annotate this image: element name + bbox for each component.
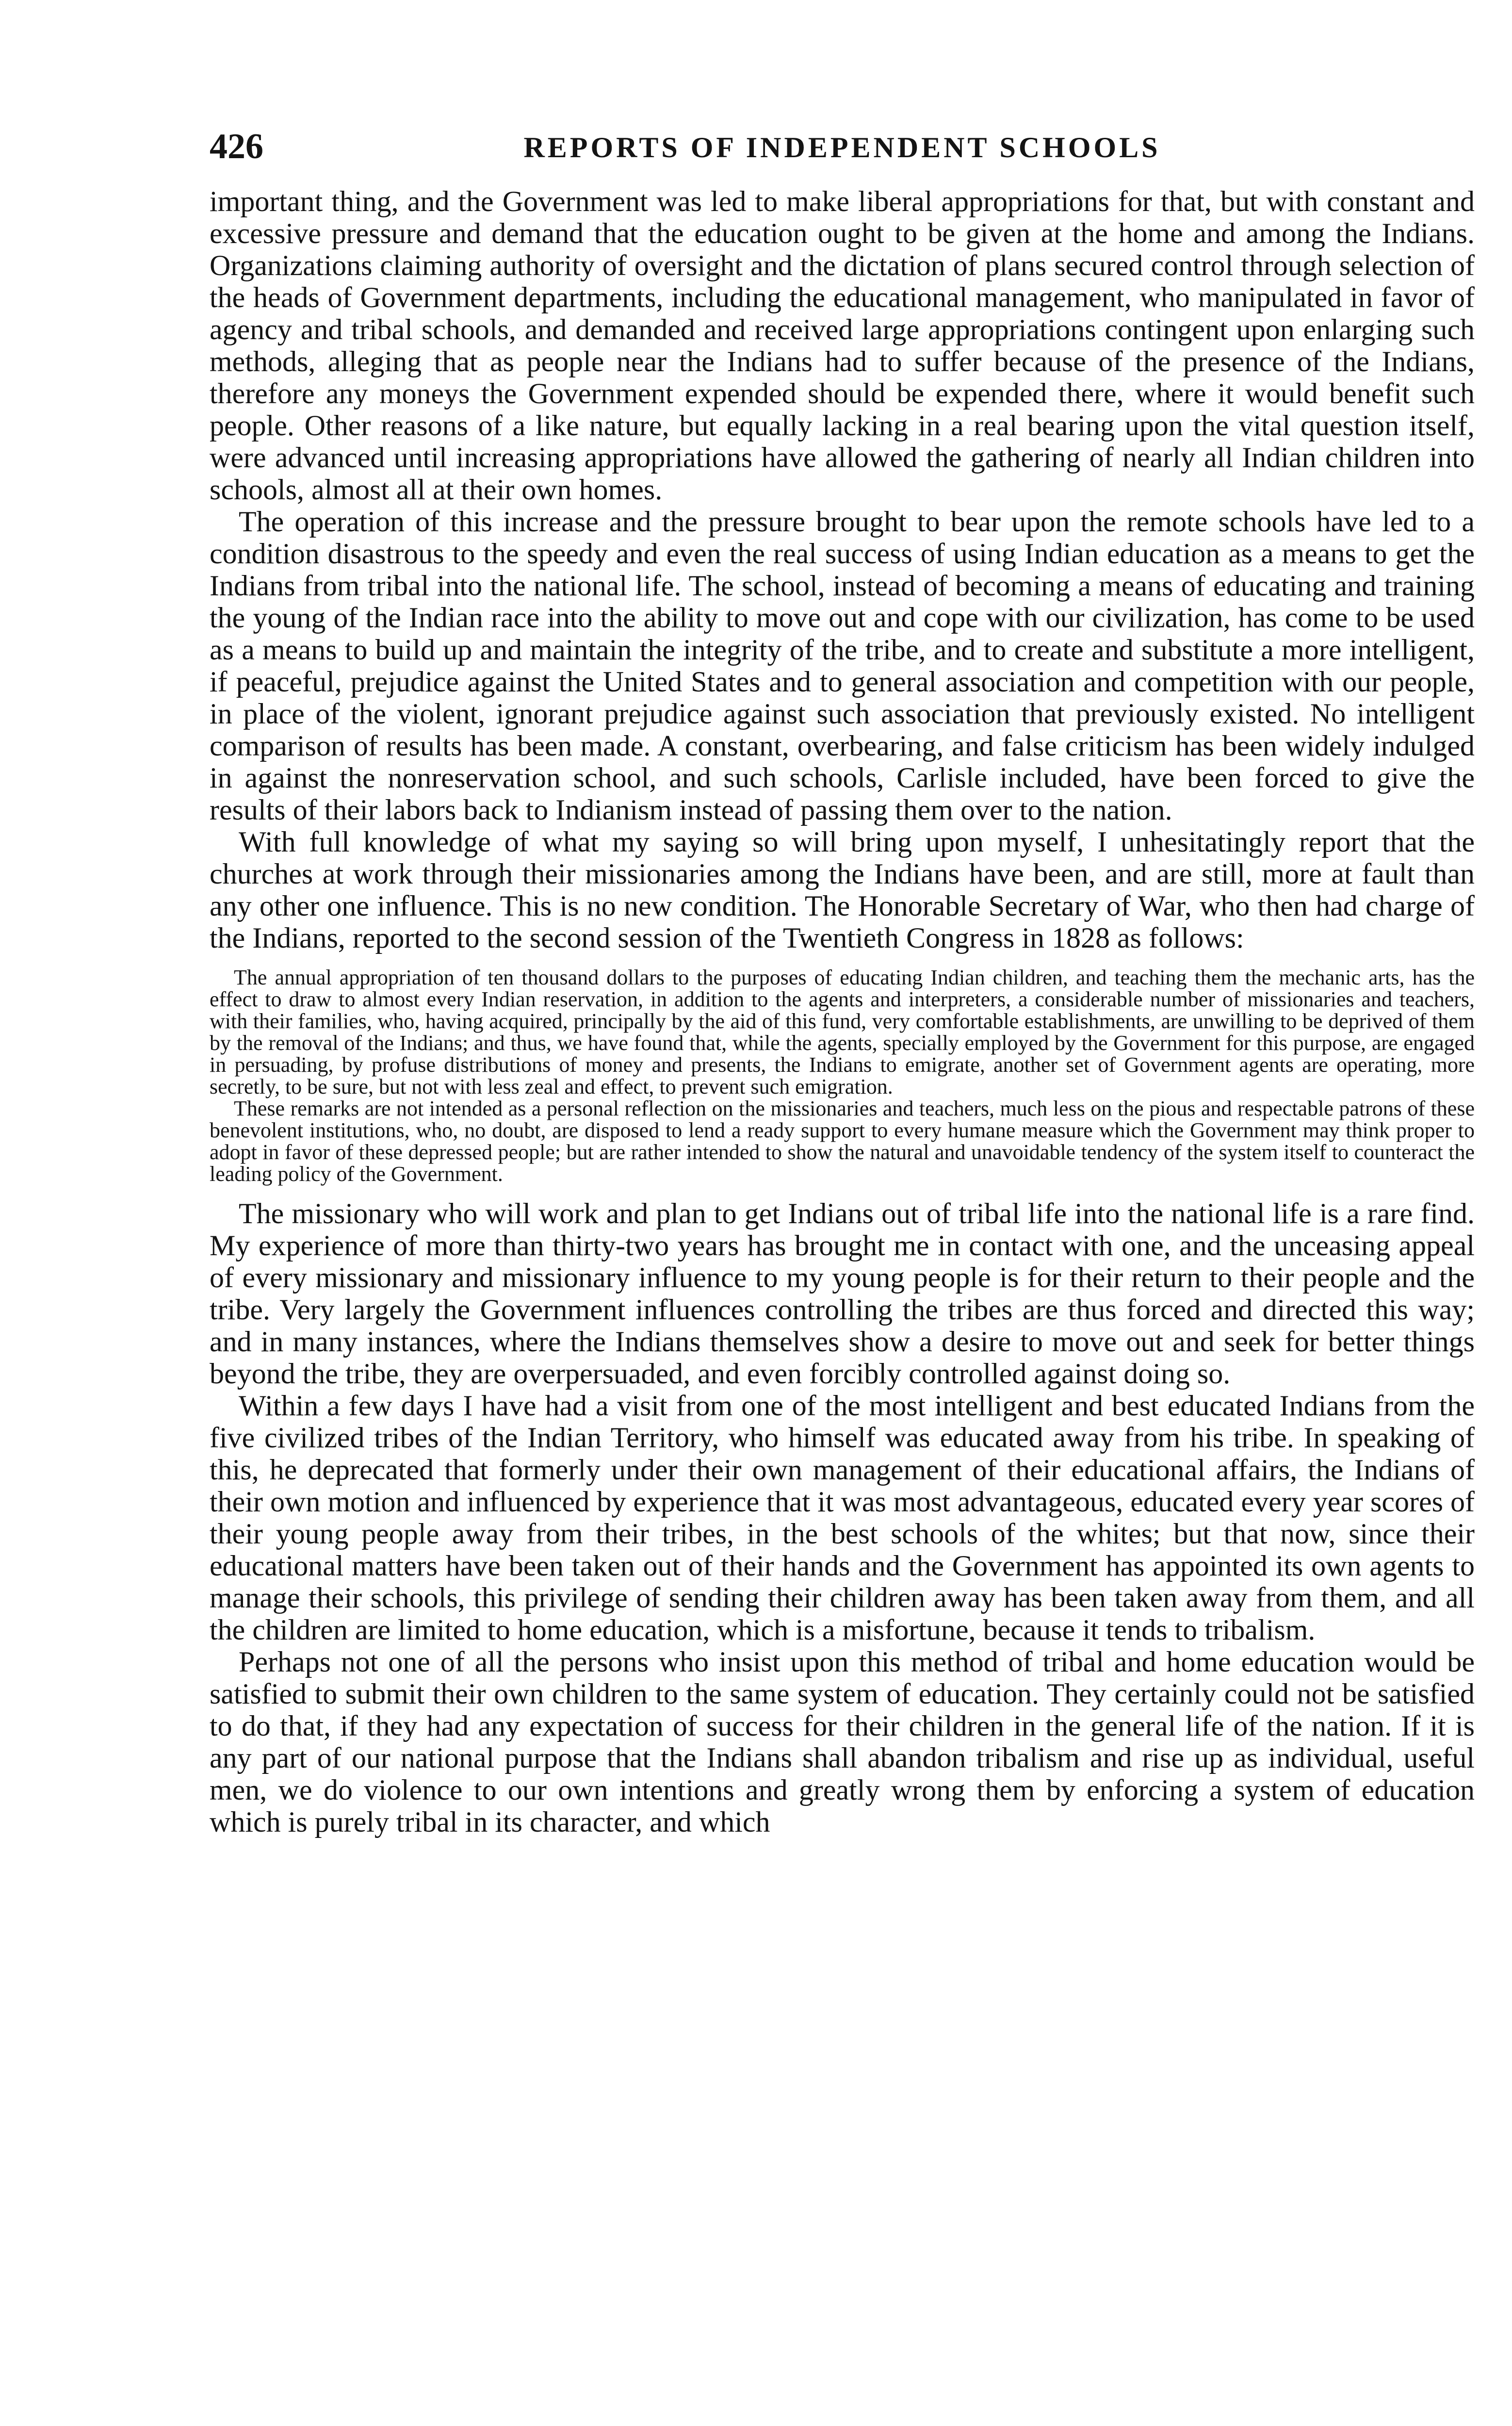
- page-header: [210, 127, 1475, 185]
- quote-paragraph: These remarks are not intended as a personal reflection on the missionaries and teachers, much less on the pious and respectable patrons of these benevolent institutions, who, no doubt, are disposed to lend a ready support to every humane measure which the Government may think proper to adopt in favor of these depressed people; but are rather intended to show the natural and unavoidable tendency of the system itself to counteract the leading policy of the Government.: [210, 1097, 1475, 1186]
- paragraph: The operation of this increase and the pressure brought to bear upon the remote schools have led to a condition disastrous to the speedy and even the real success of using Indian education as a means to get the Indians from tribal into the national life. The school, instead of becoming a means of educating and training the young of the Indian race into the ability to move out and cope with our civilization, has come to be used as a means to build up and maintain the integrity of the tribe, and to create and substitute a more intelligent, if peaceful, prejudice against the United States and to general association and competition with our people, in place of the violent, ignorant prejudice against such association that previously existed. No intelligent comparison of results has been made. A constant, overbearing, and false criticism has been widely indulged in against the nonreservation school, and such schools, Carlisle included, have been forced to give the results of their labors back to Indianism instead of passing them over to the nation.: [210, 506, 1475, 826]
- document-page: [210, 127, 1475, 1838]
- paragraph: Within a few days I have had a visit from one of the most intelligent and best educated Indians from the five civilized tribes of the Indian Territory, who himself was educated away from his tribe. In speaking of this, he deprecated that formerly under their own management of their educational affairs, the Indians of their own motion and influenced by experience that it was most advantageous, educated every year scores of their young people away from their tribes, in the best schools of the whites; but that now, since their educational matters have been taken out of their hands and the Government has appointed its own agents to manage their schools, this privilege of sending their children away has been taken away from them, and all the children are limited to home education, which is a misfortune, because it tends to tribalism.: [210, 1390, 1475, 1646]
- paragraph: Perhaps not one of all the persons who insist upon this method of tribal and home education would be satisfied to submit their own children to the same system of education. They certainly could not be satisfied to do that, if they had any expectation of success for their children in the general life of the nation. If it is any part of our national purpose that the Indians shall abandon tribalism and rise up as individual, useful men, we do violence to our own intentions and greatly wrong them by enforcing a system of education which is purely tribal in its character, and which: [210, 1646, 1475, 1838]
- quote-paragraph: The annual appropriation of ten thousand dollars to the purposes of educating Indian children, and teaching them the mechanic arts, has the effect to draw to almost every Indian reservation, in addition to the agents and interpreters, a considerable number of missionaries and teachers, with their families, who, having acquired, principally by the aid of this fund, very comfortable establishments, are unwilling to be deprived of them by the removal of the Indians; and thus, we have found that, while the agents, specially employed by the Government for this purpose, are engaged in persuading, by profuse distributions of money and presents, the Indians to emigrate, another set of Government agents are operating, more secretly, to be sure, but not with less zeal and effect, to prevent such emigration.: [210, 966, 1475, 1098]
- page-number: 426: [210, 127, 263, 166]
- block-quote: [210, 967, 1475, 1185]
- running-head: REPORTS OF INDEPENDENT SCHOOLS: [523, 131, 1161, 164]
- paragraph: important thing, and the Government was led to make liberal appropriations for that, but with constant and excessive pressure and demand that the education ought to be given at the home and among the Indians. Organizations claiming authority of oversight and the dictation of plans secured control through selection of the heads of Government departments, including the educational management, who manipulated in favor of agency and tribal schools, and demanded and received large appropriations contingent upon enlarging such methods, alleging that as people near the Indians had to suffer because of the presence of the Indians, therefore any moneys the Government expended should be expended there, where it would benefit such people. Other reasons of a like nature, but equally lacking in a real bearing upon the vital question itself, were advanced until increasing appropriations have allowed the gathering of nearly all Indian children into schools, almost all at their own homes.: [210, 185, 1475, 506]
- paragraph: The missionary who will work and plan to get Indians out of tribal life into the national life is a rare find. My experience of more than thirty-two years has brought me in contact with one, and the unceasing appeal of every missionary and missionary influence to my young people is for their return to their people and the tribe. Very largely the Government influences controlling the tribes are thus forced and directed this way; and in many instances, where the Indians themselves show a desire to move out and seek for better things beyond the tribe, they are overpersuaded, and even forcibly controlled against doing so.: [210, 1197, 1475, 1390]
- paragraph: With full knowledge of what my saying so will bring upon myself, I unhesitatingly report that the churches at work through their missionaries among the Indians have been, and are still, more at fault than any other one influence. This is no new condition. The Honorable Secretary of War, who then had charge of the Indians, reported to the second session of the Twentieth Congress in 1828 as follows:: [210, 826, 1475, 954]
- body-text: [210, 185, 1475, 1838]
